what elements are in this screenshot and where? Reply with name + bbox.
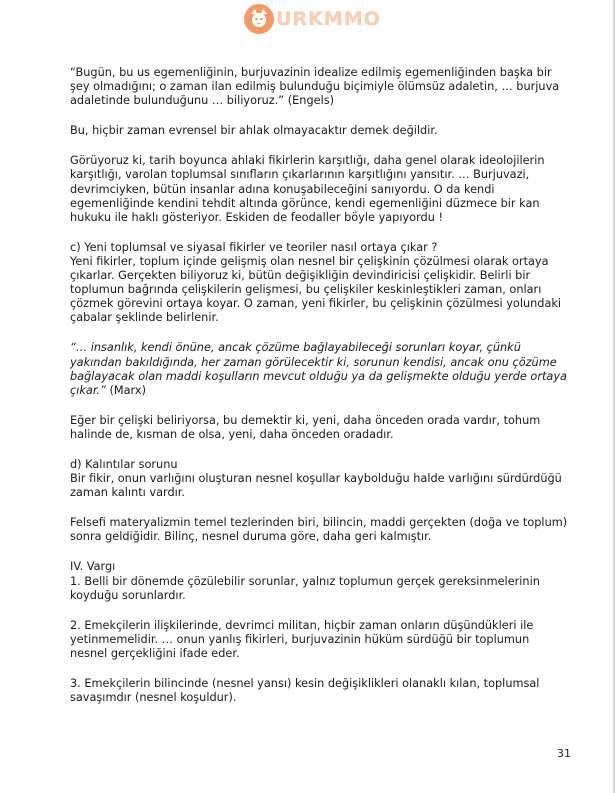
paragraph-contradiction: Eğer bir çelişki beliriyorsa, bu demektir ki, yeni, daha önceden orada vardır, tohum halinde de, kısman de olsa, yeni, daha önceden oradadır.	[70, 413, 541, 441]
paragraph-moral-ideas-history: Görüyoruz ki, tarih boyunca ahlaki fikirlerin karşıtlığı, daha genel olarak ideolojilerin karşıtlığı, varolan toplumsal sınıfların çıkarlarının karşıtlığını yansıtır. … Burjuvazi, devrimciyken, bütün insanlar adına konuşabileceğini sanıyordu. O da kendi egemenliğinde kendini tehdit altında görünce, kendi egemenliğini düzmece bir kan hukuku ile haklı gösteriyor. Eskiden de feodaller böyle yapıyordu !	[70, 154, 545, 224]
conclusion-item-3: 3. Emekçilerin bilincinde (nesnel yansı) kesin değişiklikleri olanaklı kılan, toplumsal savaşımdır (nesnel koşuldur).	[70, 677, 540, 705]
document-body	[70, 66, 576, 721]
fox-logo-icon	[242, 2, 276, 36]
section-c-new-ideas: c) Yeni toplumsal ve siyasal fikirler ve teoriler nasıl ortaya çıkar ? Yeni fikirler, toplum içinde gelişmiş olan nesnel bir çelişkinin çözülmesi olarak ortaya çıkarlar. Gerçekten biliyoruz ki, bütün değişikliğin devindiricisi çelişkidir. Belirli bir toplumun bağrında çelişkilerin gelişmesi, bu çelişkiler keskinleştikleri zaman, onları çözmek görevini ortaya koyar. O zaman, yeni fikirler, bu çelişkinin çözülmesi yolundaki çabalar şeklinde belirlenir.	[70, 240, 562, 325]
conclusion-item-2: 2. Emekçilerin ilişkilerinde, devrimci militan, hiçbir zaman onların düşündükleri ile yetinmemelidir. … onun yanlış fikirleri, burjuvazinin hüküm sürdüğü bir toplumun nesnel gerçekliğini ifade eder.	[70, 618, 534, 660]
paragraph-engels-quote: “Bugün, bu us egemenliğinin, burjuvazinin idealize edilmiş egemenliğinden başka bir şey olmadığını; o zaman ilan edilmiş bulunduğu biçimiyle ölümsüz adaletin, … burjuva adaletinde bulunduğunu … biliyoruz.” (Engels)	[70, 66, 560, 108]
paragraph-materialism-thesis: Felsefi materyalizmin temel tezlerinden biri, bilincin, maddi gerçekten (doğa ve toplum) sonra geldiğidir. Bilinç, nesnel duruma göre, daha geri kalmıştır.	[70, 516, 568, 544]
marx-quote-source: (Marx)	[105, 383, 146, 397]
page-number: 31	[557, 747, 571, 760]
watermark	[242, 2, 381, 36]
marx-quote-text: “… insanlık, kendi önüne, ancak çözüme bağlayabileceği sorunları koyar, çünkü yakından bakıldığında, her zaman görülecektir ki, sorunun kendisi, ancak onu çözüme bağlayacak olan maddi koşulların mevcut olduğu ya da gelişmekte olduğu yerde ortaya çıkar.”	[70, 341, 567, 397]
section-d-remnants: d) Kalıntılar sorunu Bir fikir, onun varlığını oluşturan nesnel koşullar kaybolduğu halde varlığını sürdürdüğü zaman kalıntı vardır.	[70, 457, 562, 500]
section-iv-conclusion: IV. Vargı 1. Belli bir dönemde çözülebilir sorunlar, yalnız toplumun gerçek gereksinmelerinin koyduğu sorunlardır.	[70, 560, 540, 602]
paragraph-marx-quote	[70, 341, 576, 397]
paragraph-universal-morality: Bu, hiçbir zaman evrensel bir ahlak olmayacaktır demek değildir.	[70, 124, 438, 138]
watermark-text: URKMMO	[276, 8, 381, 30]
